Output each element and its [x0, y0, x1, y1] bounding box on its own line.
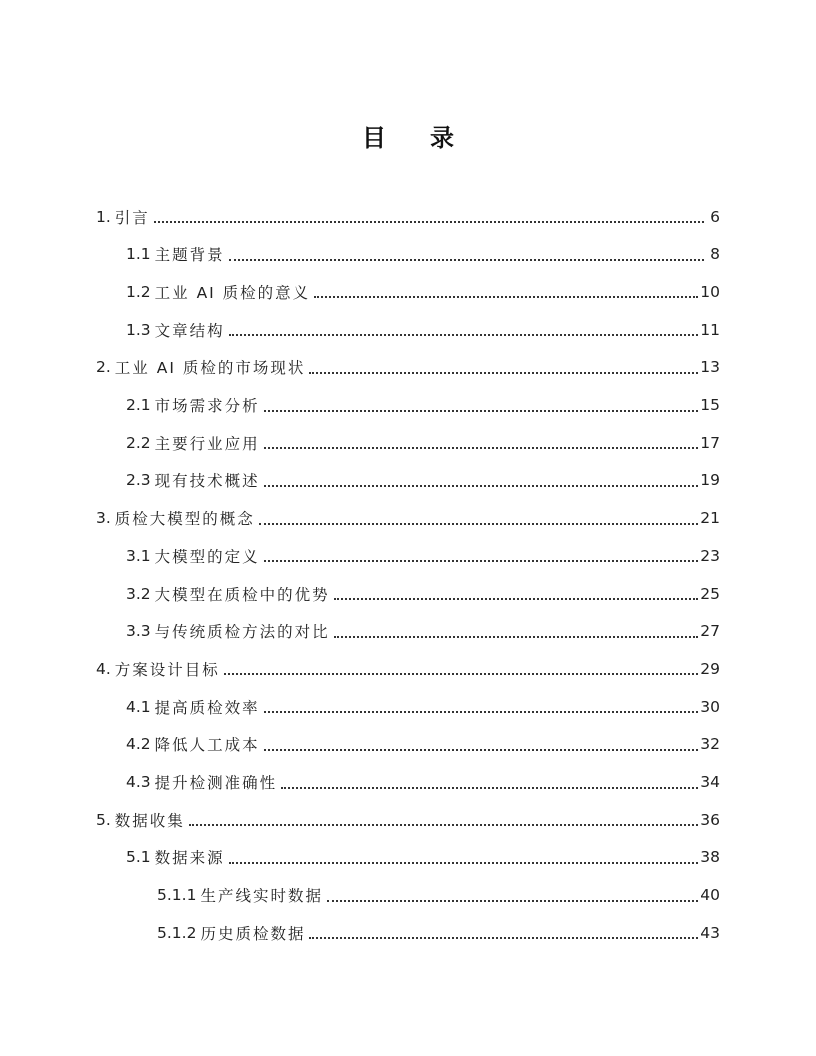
toc-entry-page-number: 8 [710, 245, 720, 264]
toc-dot-leader [259, 522, 698, 525]
toc-entry-title: 方案设计目标 [114, 660, 220, 679]
toc-entry-page-number: 34 [700, 773, 720, 791]
toc-entry-title: 质检大模型的概念 [114, 510, 255, 529]
toc-entry-page-number: 6 [710, 207, 720, 226]
toc-entry-page-number: 21 [700, 509, 720, 528]
toc-entry-number: 4.2 [126, 735, 151, 754]
toc-entry[interactable] [126, 613, 720, 650]
toc-entry-page-number: 13 [700, 358, 720, 377]
toc-entry-title: 现有技术概述 [154, 472, 260, 491]
toc-dot-leader [189, 823, 698, 826]
toc-entry-page-number: 30 [700, 697, 720, 716]
toc-entry-title: 历史质检数据 [200, 924, 306, 943]
toc-entry-title: 大模型的定义 [154, 547, 260, 566]
toc-entry[interactable] [126, 575, 720, 612]
toc-entry-title: 主要行业应用 [154, 434, 260, 453]
toc-entry-title: 数据来源 [154, 849, 225, 868]
toc-entry-page-number: 10 [700, 282, 720, 301]
toc-dot-leader [224, 672, 698, 675]
toc-entry-number: 4.1 [126, 697, 151, 716]
toc-entry[interactable] [157, 914, 720, 951]
toc-entry-title: 工业 AI 质检的市场现状 [114, 359, 306, 378]
toc-entry-number: 3.1 [126, 546, 151, 565]
toc-entry[interactable] [96, 349, 720, 386]
toc-entry-number: 1. [96, 207, 111, 226]
toc-entry[interactable] [126, 726, 720, 763]
toc-dot-leader [264, 748, 699, 751]
toc-dot-leader [264, 446, 699, 449]
toc-entry-number: 2.2 [126, 433, 151, 452]
toc-dot-leader [229, 333, 699, 336]
toc-entry-title: 市场需求分析 [154, 397, 260, 415]
toc-dot-leader [229, 258, 704, 261]
toc-entry[interactable] [96, 801, 720, 838]
toc-entry-number: 2. [96, 358, 111, 377]
title-char-1: 目 [362, 124, 386, 152]
toc-entry-title: 提升检测准确性 [154, 774, 278, 792]
toc-entry-number: 3.2 [126, 584, 151, 603]
toc-entry-number: 5.1.1 [157, 886, 197, 905]
toc-entry[interactable] [96, 500, 720, 537]
toc-entry[interactable] [126, 462, 720, 499]
toc-entry-title: 提高质检效率 [154, 698, 260, 717]
toc-entry-number: 3. [96, 509, 111, 528]
toc-entry-page-number: 19 [700, 471, 720, 490]
toc-entry[interactable] [157, 877, 720, 914]
toc-entry-number: 2.3 [126, 471, 151, 490]
page-title [0, 118, 816, 153]
toc-entry-number: 4. [96, 659, 111, 678]
toc-entry-number: 3.3 [126, 622, 151, 641]
toc-entry-page-number: 17 [700, 433, 720, 452]
toc-dot-leader [281, 786, 698, 789]
toc-entry-title: 与传统质检方法的对比 [154, 623, 330, 642]
toc-dot-leader [327, 899, 698, 902]
toc-entry[interactable] [126, 424, 720, 461]
toc-entry-page-number: 15 [700, 396, 720, 414]
toc-dot-leader [309, 371, 698, 374]
toc-dot-leader [309, 936, 698, 939]
toc-entry-page-number: 40 [700, 886, 720, 905]
toc-entry-title: 数据收集 [114, 811, 185, 830]
toc-entry-title: 生产线实时数据 [200, 887, 323, 906]
toc-dot-leader [264, 559, 699, 562]
toc-entry-page-number: 11 [700, 320, 720, 339]
toc-entry[interactable] [96, 650, 720, 687]
toc-dot-leader [264, 710, 699, 713]
toc-entry-page-number: 36 [700, 810, 720, 829]
toc-dot-leader [229, 861, 699, 864]
toc-entry-title: 降低人工成本 [154, 736, 260, 755]
toc-entry-number: 1.2 [126, 282, 151, 301]
toc-entry[interactable] [126, 537, 720, 574]
toc-entry-number: 4.3 [126, 773, 151, 791]
toc-entry[interactable] [96, 198, 720, 235]
toc-entry-page-number: 43 [700, 923, 720, 942]
toc-dot-leader [334, 635, 699, 638]
toc-dot-leader [154, 220, 704, 223]
toc-entry[interactable] [126, 236, 720, 273]
toc-entry[interactable] [126, 688, 720, 725]
toc-entry-number: 5. [96, 810, 111, 829]
toc-entry-number: 2.1 [126, 396, 151, 414]
toc-entry-page-number: 32 [700, 735, 720, 754]
toc-entry[interactable] [126, 764, 720, 801]
toc-entry-title: 大模型在质检中的优势 [154, 585, 330, 604]
toc-entry-number: 5.1 [126, 848, 151, 867]
toc-entry-number: 1.1 [126, 245, 151, 264]
toc-entry-title: 引言 [114, 208, 150, 227]
toc-entry-title: 文章结构 [154, 321, 225, 340]
toc-dot-leader [264, 409, 699, 412]
toc-entry-page-number: 27 [700, 622, 720, 641]
toc-entry-title: 主题背景 [154, 246, 225, 265]
toc-entry-number: 1.3 [126, 320, 151, 339]
toc-dot-leader [314, 295, 698, 298]
toc-entry-page-number: 23 [700, 546, 720, 565]
toc-entry[interactable] [126, 387, 720, 424]
toc-entry[interactable] [126, 311, 720, 348]
toc-entry-title: 工业 AI 质检的意义 [154, 283, 311, 302]
toc-entry[interactable] [126, 839, 720, 876]
toc-dot-leader [264, 484, 699, 487]
toc-dot-leader [334, 597, 699, 600]
title-char-2: 录 [430, 124, 454, 152]
toc-entry-page-number: 29 [700, 659, 720, 678]
toc-entry[interactable] [126, 273, 720, 310]
toc-entry-number: 5.1.2 [157, 923, 197, 942]
toc-entry-page-number: 38 [700, 848, 720, 867]
toc-entry-page-number: 25 [700, 584, 720, 603]
